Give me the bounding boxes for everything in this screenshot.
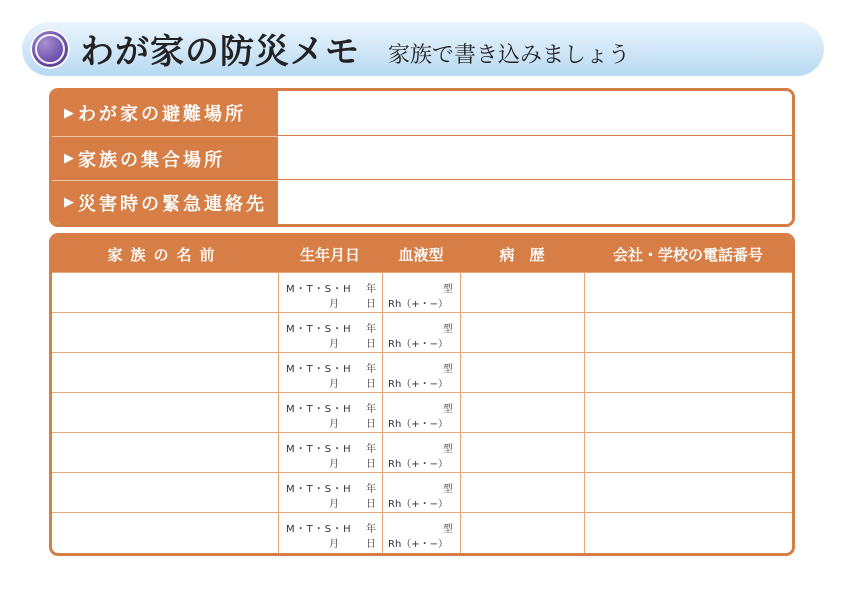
info-value-field[interactable] bbox=[278, 91, 792, 135]
header-birthdate: 生年月日 bbox=[299, 245, 360, 264]
month-label: 月 bbox=[329, 499, 340, 510]
medical-history-cell[interactable] bbox=[460, 433, 584, 473]
info-row-evacuation bbox=[52, 91, 792, 135]
info-row-meeting-place bbox=[52, 135, 792, 180]
day-label: 日 bbox=[366, 339, 377, 350]
info-value-field[interactable] bbox=[278, 136, 792, 180]
info-label bbox=[52, 91, 278, 135]
rh-label: Rh（+・−） bbox=[388, 299, 449, 310]
month-label: 月 bbox=[329, 339, 340, 350]
era-label: M・T・S・H bbox=[286, 444, 352, 455]
era-label: M・T・S・H bbox=[286, 524, 352, 535]
table-row bbox=[52, 392, 792, 433]
name-cell[interactable] bbox=[52, 513, 278, 553]
blood-type-cell[interactable] bbox=[382, 313, 460, 353]
birthdate-cell[interactable] bbox=[278, 273, 382, 313]
page-title: わが家の防災メモ bbox=[80, 32, 360, 72]
type-label: 型 bbox=[443, 364, 454, 375]
birthdate-cell[interactable] bbox=[278, 433, 382, 473]
type-label: 型 bbox=[443, 284, 454, 295]
rh-label: Rh（+・−） bbox=[388, 379, 449, 390]
birthdate-cell[interactable] bbox=[278, 473, 382, 513]
medical-history-cell[interactable] bbox=[460, 473, 584, 513]
info-row-emergency-contact bbox=[52, 179, 792, 224]
phone-cell[interactable] bbox=[584, 313, 792, 353]
name-cell[interactable] bbox=[52, 393, 278, 433]
family-table bbox=[49, 233, 795, 556]
month-label: 月 bbox=[329, 419, 340, 430]
phone-cell[interactable] bbox=[584, 473, 792, 513]
table-row bbox=[52, 352, 792, 393]
phone-cell[interactable] bbox=[584, 273, 792, 313]
year-label: 年 bbox=[366, 524, 377, 535]
name-cell[interactable] bbox=[52, 353, 278, 393]
birthdate-cell[interactable] bbox=[278, 353, 382, 393]
year-label: 年 bbox=[366, 364, 377, 375]
rh-label: Rh（+・−） bbox=[388, 459, 449, 470]
day-label: 日 bbox=[366, 379, 377, 390]
header-medical-history: 病 歴 bbox=[499, 245, 545, 264]
month-label: 月 bbox=[329, 539, 340, 550]
triangle-right-icon: ▶ bbox=[64, 195, 74, 210]
type-label: 型 bbox=[443, 484, 454, 495]
name-cell[interactable] bbox=[52, 473, 278, 513]
page-subtitle: 家族で書き込みましょう bbox=[388, 43, 631, 68]
rh-label: Rh（+・−） bbox=[388, 419, 449, 430]
info-table bbox=[49, 88, 795, 227]
info-label-text: 家族の集合場所 bbox=[78, 149, 225, 171]
blood-type-cell[interactable] bbox=[382, 473, 460, 513]
medical-history-cell[interactable] bbox=[460, 393, 584, 433]
table-row bbox=[52, 312, 792, 353]
year-label: 年 bbox=[366, 484, 377, 495]
birthdate-cell[interactable] bbox=[278, 313, 382, 353]
header-phone: 会社・学校の電話番号 bbox=[612, 245, 763, 264]
name-cell[interactable] bbox=[52, 273, 278, 313]
day-label: 日 bbox=[366, 419, 377, 430]
birthdate-cell[interactable] bbox=[278, 393, 382, 433]
table-row bbox=[52, 512, 792, 553]
birthdate-cell[interactable] bbox=[278, 513, 382, 553]
month-label: 月 bbox=[329, 459, 340, 470]
day-label: 日 bbox=[366, 539, 377, 550]
rh-label: Rh（+・−） bbox=[388, 499, 449, 510]
table-row bbox=[52, 432, 792, 473]
table-row bbox=[52, 272, 792, 313]
triangle-right-icon: ▶ bbox=[64, 151, 74, 166]
era-label: M・T・S・H bbox=[286, 324, 352, 335]
type-label: 型 bbox=[443, 324, 454, 335]
info-value-field[interactable] bbox=[278, 180, 792, 224]
family-table-header bbox=[52, 236, 792, 272]
blood-type-cell[interactable] bbox=[382, 273, 460, 313]
year-label: 年 bbox=[366, 284, 377, 295]
phone-cell[interactable] bbox=[584, 513, 792, 553]
rh-label: Rh（+・−） bbox=[388, 539, 449, 550]
day-label: 日 bbox=[366, 299, 377, 310]
medical-history-cell[interactable] bbox=[460, 273, 584, 313]
month-label: 月 bbox=[329, 379, 340, 390]
header-name: 家族の名前 bbox=[107, 245, 223, 264]
phone-cell[interactable] bbox=[584, 353, 792, 393]
info-label-text: わが家の避難場所 bbox=[78, 104, 246, 125]
triangle-right-icon: ▶ bbox=[64, 105, 74, 121]
day-label: 日 bbox=[366, 459, 377, 470]
blood-type-cell[interactable] bbox=[382, 353, 460, 393]
type-label: 型 bbox=[443, 404, 454, 415]
month-label: 月 bbox=[329, 299, 340, 310]
info-label bbox=[52, 180, 278, 224]
phone-cell[interactable] bbox=[584, 393, 792, 433]
table-row bbox=[52, 472, 792, 513]
header-blood-type: 血液型 bbox=[398, 245, 444, 264]
info-label bbox=[52, 136, 278, 180]
year-label: 年 bbox=[366, 444, 377, 455]
info-label-text: 災害時の緊急連絡先 bbox=[78, 193, 267, 215]
name-cell[interactable] bbox=[52, 313, 278, 353]
year-label: 年 bbox=[366, 324, 377, 335]
year-label: 年 bbox=[366, 404, 377, 415]
medical-history-cell[interactable] bbox=[460, 513, 584, 553]
blood-type-cell[interactable] bbox=[382, 513, 460, 553]
rh-label: Rh（+・−） bbox=[388, 339, 449, 350]
medical-history-cell[interactable] bbox=[460, 353, 584, 393]
medical-history-cell[interactable] bbox=[460, 313, 584, 353]
era-label: M・T・S・H bbox=[286, 364, 352, 375]
era-label: M・T・S・H bbox=[286, 284, 352, 295]
era-label: M・T・S・H bbox=[286, 484, 352, 495]
blood-type-cell[interactable] bbox=[382, 433, 460, 473]
phone-cell[interactable] bbox=[584, 433, 792, 473]
circle-bullet-icon bbox=[30, 29, 70, 69]
type-label: 型 bbox=[443, 444, 454, 455]
blood-type-cell[interactable] bbox=[382, 393, 460, 433]
day-label: 日 bbox=[366, 499, 377, 510]
era-label: M・T・S・H bbox=[286, 404, 352, 415]
name-cell[interactable] bbox=[52, 433, 278, 473]
type-label: 型 bbox=[443, 524, 454, 535]
